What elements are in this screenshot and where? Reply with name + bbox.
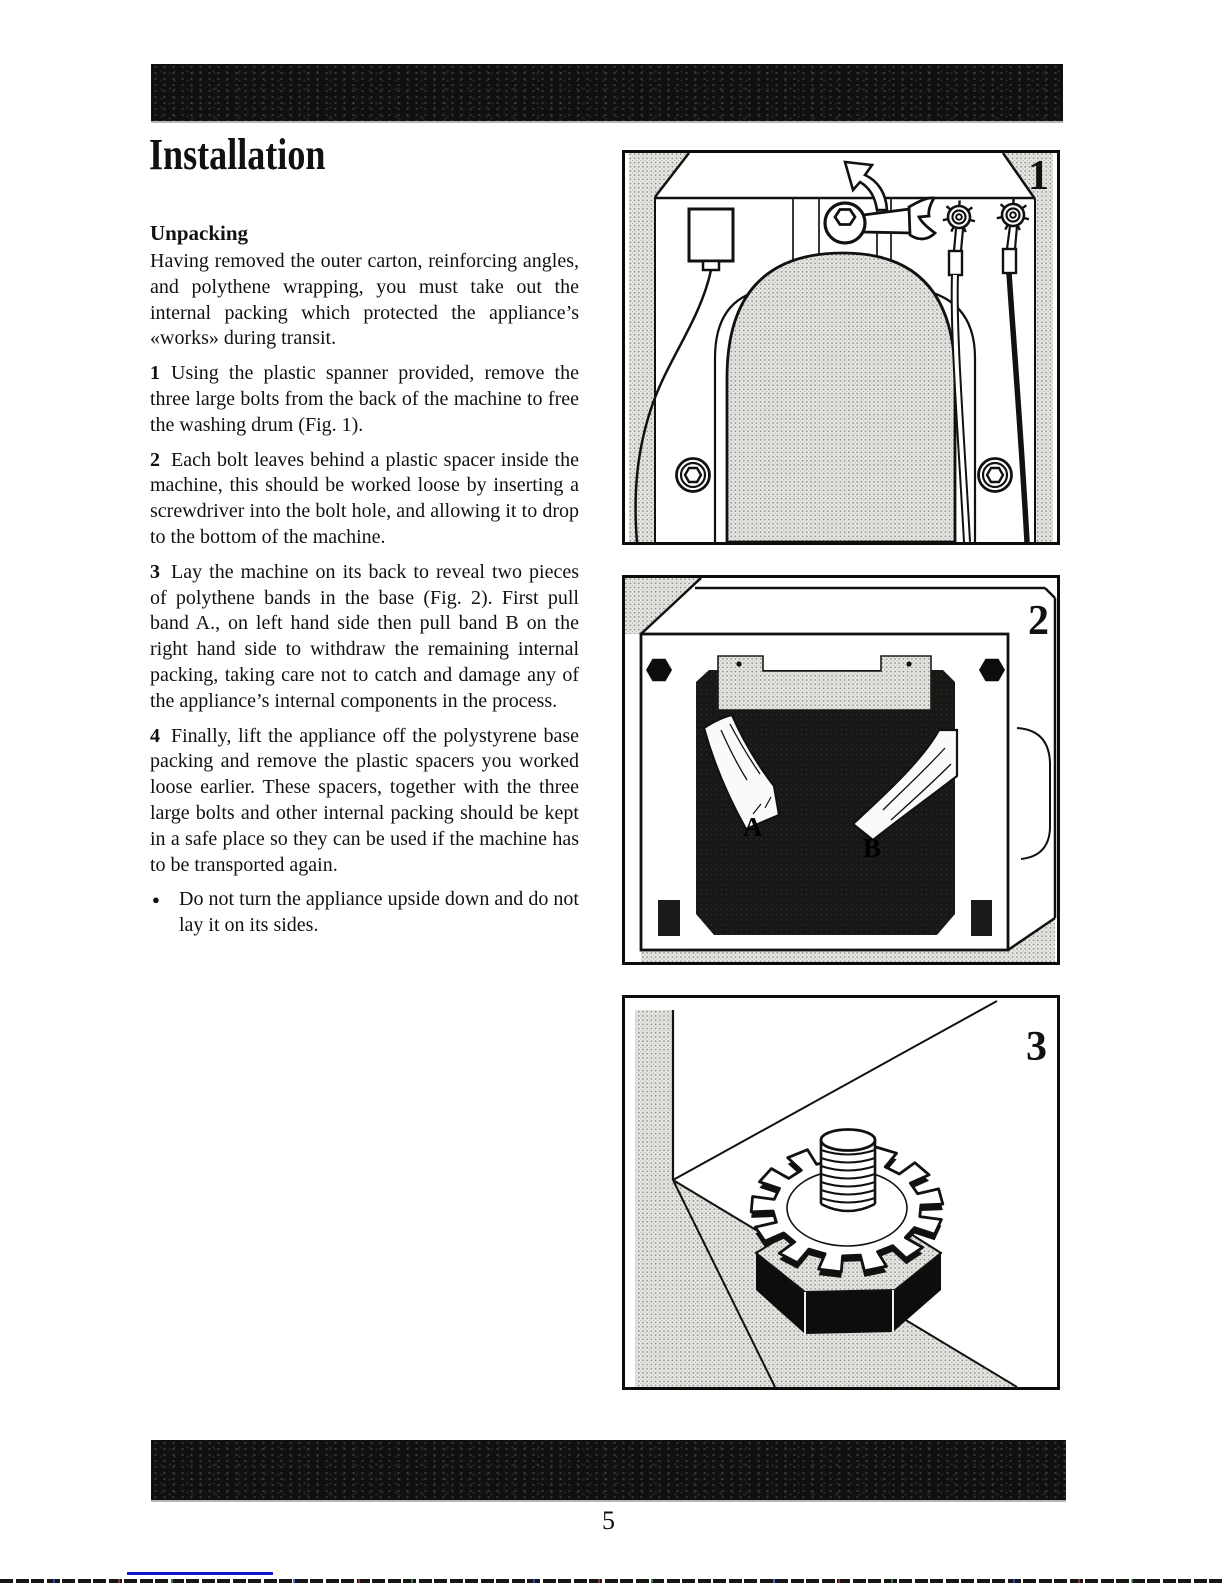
- threaded-stud: [821, 1130, 875, 1212]
- band-b-label: B: [863, 833, 882, 863]
- drum-dome: [727, 253, 955, 542]
- bullet-text: Do not turn the appliance upside down and do not lay it on its sides.: [179, 888, 579, 937]
- figure-2-machine-base: [622, 575, 1060, 965]
- bolt-hole-left: [677, 459, 710, 492]
- intro-paragraph: Having removed the outer carton, reinforcing angles, and polythene wrapping, you must take out the internal packing which protected the appliance’s «works» during transit.: [150, 250, 579, 350]
- step-1-paragraph: [150, 361, 579, 438]
- warning-bullet: [150, 887, 579, 939]
- bullet-icon: ●: [152, 892, 160, 908]
- figure-1-illustration: [625, 153, 1057, 542]
- step-3-number: 3: [150, 560, 160, 583]
- step-1-text: Using the plastic spanner provided, remove the three large bolts from the back of the machine to free the washing drum (Fig. 1).: [150, 362, 579, 436]
- figure-2-number: 2: [1028, 598, 1049, 644]
- section-heading: Unpacking: [150, 221, 249, 245]
- step-3-paragraph: [150, 560, 579, 715]
- scan-edge-artifact: [0, 1579, 1225, 1583]
- band-a-label: A: [743, 812, 763, 842]
- step-2-paragraph: [150, 448, 579, 551]
- figure-3-illustration: [625, 998, 1057, 1387]
- step-4-text: Finally, lift the appliance off the polystyrene base packing and remove the plastic spacers you worked loose earlier. These spacers, together with the three large bolts and other internal packing should be kept in a safe place so they can be used if the machine has to be transported again.: [150, 724, 579, 876]
- base-foot-left: [658, 900, 680, 936]
- page-number: 5: [602, 1506, 615, 1535]
- step-3-text: Lay the machine on its back to reveal two pieces of polythene bands in the base (Fig. 2). First pull band A., on left hand side then pull band B on the right hand side to withdraw the remaining internal packing, taking care not to catch and damage any of the appliance’s internal components in the process.: [150, 560, 579, 712]
- base-foot-right: [971, 900, 992, 936]
- step-2-text: Each bolt leaves behind a plastic spacer inside the machine, this should be worked loose by inserting a screwdriver into the bolt hole, and allowing it to drop to the bottom of the machine.: [150, 448, 579, 548]
- step-2-number: 2: [150, 448, 160, 471]
- figure-3-number: 3: [1026, 1024, 1047, 1070]
- bolt-hole-right: [979, 459, 1012, 492]
- blue-underline-mark: [127, 1572, 273, 1575]
- step-4-paragraph: [150, 724, 579, 879]
- step-4-number: 4: [150, 724, 160, 747]
- figure-2-illustration: [625, 578, 1057, 962]
- figure-1-number: 1: [1028, 153, 1049, 199]
- footer-decoration-bar: [151, 1440, 1066, 1500]
- terminal-box: [689, 209, 733, 261]
- body-text-column: [150, 221, 579, 948]
- header-decoration-bar: [151, 64, 1063, 121]
- figure-1-machine-back: [622, 150, 1060, 545]
- figure-3-plastic-spacer: [622, 995, 1060, 1390]
- page-title: Installation: [149, 130, 326, 179]
- step-1-number: 1: [150, 362, 160, 385]
